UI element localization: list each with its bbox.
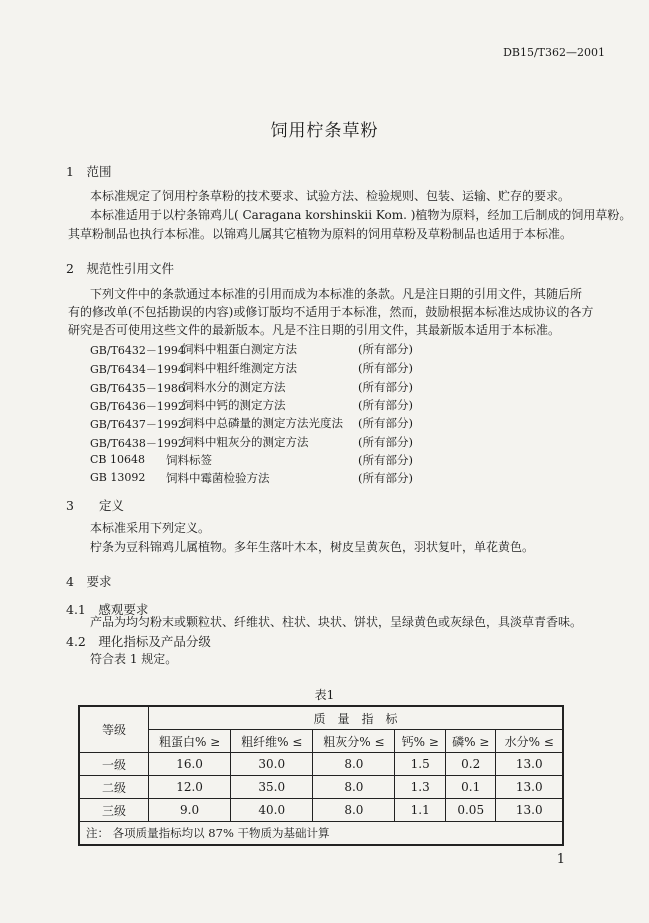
table-cell: 0.2 [445, 753, 496, 776]
ref-code: GB/T6434－1994 [90, 363, 185, 376]
section-3-paragraph-1: 本标准采用下列定义。 [90, 521, 211, 535]
section-2-line-1: 下列文件中的条款通过本标准的引用而成为本标准的条款。凡是注日期的引用文件，其随后所 [90, 287, 583, 301]
table-cell: 13.0 [496, 799, 563, 822]
table-cell: 8.0 [313, 776, 395, 799]
section-4-2-paragraph: 符合表 1 规定。 [90, 652, 178, 666]
table-cell: 12.0 [149, 776, 231, 799]
grade-cell: 一级 [79, 753, 149, 776]
ref-scope: (所有部分) [358, 453, 413, 467]
section-4-1-paragraph: 产品为均匀粉末或颗粒状、纤维状、柱状、块状、饼状，呈绿黄色或灰绿色，具淡草青香味。 [90, 615, 583, 629]
table-row [79, 799, 563, 822]
column-header: 粗蛋白% ≥ [149, 730, 231, 753]
table-cell: 40.0 [231, 799, 313, 822]
ref-title: 饲料中粗纤维测定方法 [182, 361, 297, 375]
table-row [79, 753, 563, 776]
table-cell: 1.1 [395, 799, 446, 822]
section-3-heading: 3 定义 [66, 498, 124, 513]
ref-code: GB/T6436－1992 [90, 400, 185, 413]
table-note-row [79, 822, 563, 846]
ref-title: 饲料水分的测定方法 [182, 380, 286, 394]
section-3-paragraph-2: 柠条为豆科锦鸡儿属植物。多年生落叶木本，树皮呈黄灰色，羽状复叶，单花黄色。 [90, 540, 535, 554]
ref-code: CB 10648 [90, 453, 145, 466]
section-4-1-heading: 4.1 感观要求 [66, 602, 149, 617]
grade-header: 等级 [79, 706, 149, 753]
ref-scope: (所有部分) [358, 361, 413, 375]
table-cell: 9.0 [149, 799, 231, 822]
section-4-2-heading: 4.2 理化指标及产品分级 [66, 634, 211, 649]
ref-code: GB/T6437－1992 [90, 418, 185, 431]
section-2-line-3: 研究是否可使用这些文件的最新版本。凡是不注日期的引用文件，其最新版本适用于本标准。 [68, 323, 561, 337]
grade-cell: 三级 [79, 799, 149, 822]
ref-title: 饲料中粗灰分的测定方法 [182, 435, 309, 449]
column-header: 水分% ≤ [496, 730, 563, 753]
table-cell: 13.0 [496, 753, 563, 776]
column-header: 粗灰分% ≤ [313, 730, 395, 753]
quality-table [78, 705, 564, 846]
section-1-paragraph-3: 其草粉制品也执行本标准。以锦鸡儿属其它植物为原料的饲用草粉及草粉制品也适用于本标准。 [68, 227, 573, 241]
table-row [79, 776, 563, 799]
ref-title: 饲料中霉菌检验方法 [166, 471, 270, 485]
ref-title: 饲料中粗蛋白测定方法 [182, 342, 297, 356]
table-subheader-row [79, 730, 563, 753]
ref-code: GB 13092 [90, 471, 146, 484]
table-cell: 0.1 [445, 776, 496, 799]
table-cell: 13.0 [496, 776, 563, 799]
section-2-line-2: 有的修改单(不包括勘误的内容)或修订版均不适用于本标准，然而，鼓励根据本标准达成协议的各方 [68, 305, 594, 319]
ref-title: 饲料中总磷量的测定方法光度法 [182, 416, 343, 430]
page-number: 1 [556, 852, 565, 867]
ref-scope: (所有部分) [358, 398, 413, 412]
section-2-heading: 2 规范性引用文件 [66, 261, 174, 276]
ref-code: GB/T6435－1986 [90, 382, 185, 395]
table-cell: 1.3 [395, 776, 446, 799]
grade-cell: 二级 [79, 776, 149, 799]
table-header-row [79, 706, 563, 730]
section-4-heading: 4 要求 [66, 574, 112, 589]
column-header: 粗纤维% ≤ [231, 730, 313, 753]
document-code: DB15/T362—2001 [503, 46, 605, 59]
ref-title: 饲料中钙的测定方法 [182, 398, 286, 412]
section-1-paragraph-1: 本标准规定了饲用柠条草粉的技术要求、试验方法、检验规则、包装、运输、贮存的要求。 [90, 189, 571, 203]
ref-title: 饲料标签 [166, 453, 212, 467]
ref-scope: (所有部分) [358, 342, 413, 356]
table-cell: 16.0 [149, 753, 231, 776]
ref-code: GB/T6432－1994 [90, 344, 185, 357]
table-cell: 8.0 [313, 799, 395, 822]
column-header: 磷% ≥ [445, 730, 496, 753]
table-cell: 30.0 [231, 753, 313, 776]
table-cell: 0.05 [445, 799, 496, 822]
ref-code: GB/T6438－1992 [90, 437, 185, 450]
table-caption: 表1 [314, 688, 335, 702]
document-title: 饲用柠条草粉 [270, 121, 379, 141]
quality-group-header: 质 量 指 标 [149, 706, 564, 730]
section-1-paragraph-2: 本标准适用于以柠条锦鸡儿( Caragana korshinskii Kom. )植物为原料，经加工后制成的饲用草粉。 [90, 208, 632, 222]
column-header: 钙% ≥ [395, 730, 446, 753]
section-1-heading: 1 范围 [66, 164, 112, 179]
ref-scope: (所有部分) [358, 416, 413, 430]
table-cell: 1.5 [395, 753, 446, 776]
ref-scope: (所有部分) [358, 380, 413, 394]
ref-scope: (所有部分) [358, 435, 413, 449]
table-note: 注： 各项质量指标均以 87% 干物质为基础计算 [79, 822, 563, 846]
ref-scope: (所有部分) [358, 471, 413, 485]
table-cell: 8.0 [313, 753, 395, 776]
table-cell: 35.0 [231, 776, 313, 799]
